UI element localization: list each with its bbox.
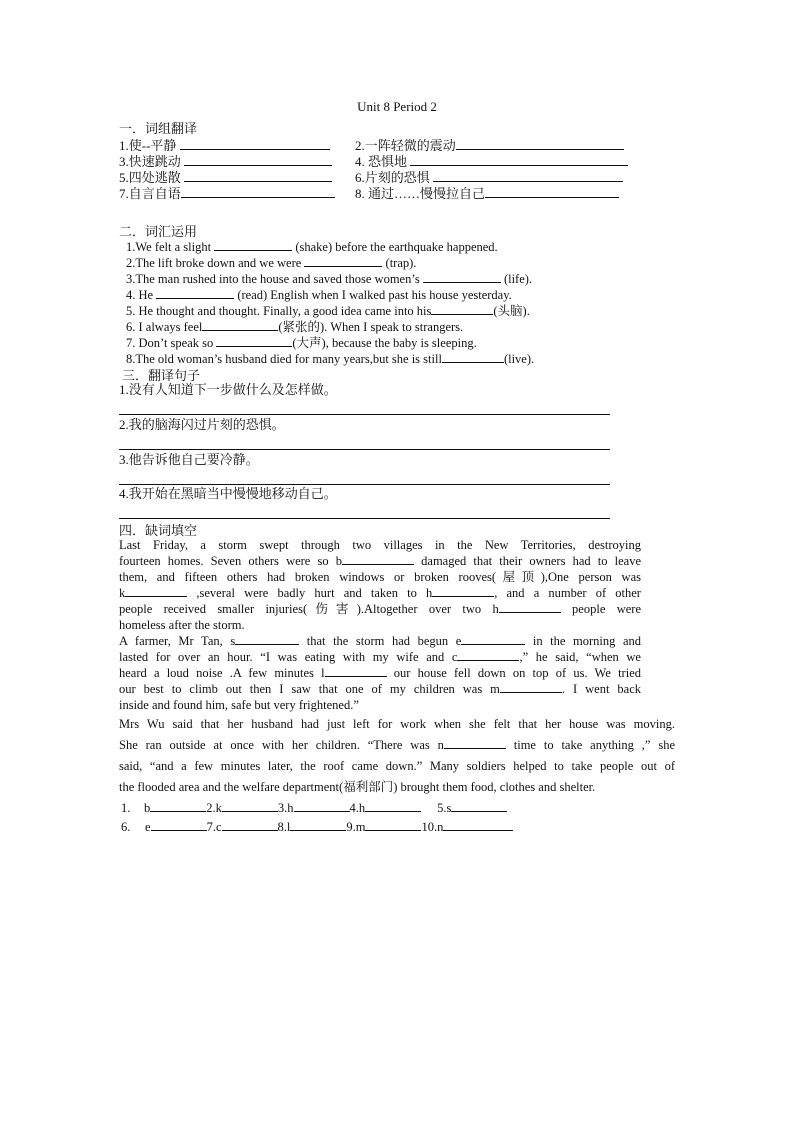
answer-blank[interactable] [216, 334, 292, 347]
cloze-blank[interactable] [325, 665, 387, 677]
vocab-item: 4. He (read) English when I walked past his house yesterday. [126, 288, 512, 302]
answer-blank[interactable] [451, 800, 507, 812]
answer-blank[interactable] [150, 800, 206, 812]
cloze-paragraph-3: Mrs Wu said that her husband had just left for work when she felt that her house was moving. She ran outside at once with her children. “There was n time to take anything ,” she said, “and a few minutes later, the roof came down.” Many soldiers helped to take people out of the flooded area and the welfare department(福利部门) brought them food, clothes and shelter. [119, 717, 675, 794]
answer-blank[interactable] [410, 153, 628, 166]
cloze-blank[interactable] [457, 649, 519, 661]
vocab-item: 7. Don’t speak so (大声), because the baby is sleeping. [126, 336, 477, 350]
answer-blank[interactable] [294, 800, 350, 812]
cloze-blank[interactable] [461, 633, 525, 645]
phrase-item: 1.使--平静 [119, 137, 330, 154]
answer-line[interactable] [119, 518, 610, 519]
answer-line[interactable] [119, 449, 610, 450]
answer-blank[interactable] [431, 302, 493, 315]
answer-blank[interactable] [423, 270, 501, 283]
answer-blank[interactable] [485, 185, 619, 198]
answer-blank[interactable] [181, 185, 335, 198]
answer-line[interactable] [119, 484, 610, 485]
cloze-blank[interactable] [499, 601, 561, 613]
cloze-blank[interactable] [444, 737, 506, 749]
cloze-paragraph-2: A farmer, Mr Tan, s that the storm had begun e in the morning and lasted for over an hour. “I was eating with my wife and c ,” he said, “when we heard a loud noise .A few minutes l our house fell down on top of us. We tried our best to climb out then I saw that one of my children was m . I went back inside and found him, safe but very frightened.” [119, 634, 642, 712]
phrase-item: 8. 通过……慢慢拉自己 [355, 185, 619, 202]
phrase-item: 7.自言自语 [119, 185, 335, 202]
translation-item: 1.没有人知道下一步做什么及怎样做。 [119, 382, 337, 397]
answer-blank[interactable] [222, 800, 278, 812]
cloze-blank[interactable] [235, 633, 299, 645]
phrase-item: 6.片刻的恐惧 [355, 169, 623, 186]
answer-blank[interactable] [184, 169, 332, 182]
cloze-blank[interactable] [500, 681, 562, 693]
answer-blank[interactable] [304, 254, 382, 267]
answer-blank[interactable] [443, 819, 513, 831]
answer-blank[interactable] [365, 800, 421, 812]
page-title: Unit 8 Period 2 [357, 99, 437, 114]
answer-blank[interactable] [456, 137, 624, 150]
answer-blank[interactable] [290, 819, 346, 831]
section3-heading: 三．翻译句子 [122, 368, 201, 383]
cloze-blank[interactable] [125, 585, 187, 597]
translation-item: 4.我开始在黑暗当中慢慢地移动自己。 [119, 486, 337, 501]
answer-blank[interactable] [184, 153, 332, 166]
translation-item: 3.他告诉他自己要冷静。 [119, 452, 259, 467]
vocab-item: 1.We felt a slight (shake) before the earthquake happened. [126, 240, 498, 254]
vocab-item: 6. I always feel (紧张的). When I speak to strangers. [126, 320, 464, 334]
vocab-item: 2.The lift broke down and we were (trap). [126, 256, 417, 270]
answer-blank[interactable] [202, 318, 278, 331]
cloze-blank[interactable] [432, 585, 494, 597]
vocab-item: 3.The man rushed into the house and saved those women’s (life). [126, 272, 533, 286]
vocab-item: 8.The old woman’s husband died for many years,but she is still (live). [126, 352, 535, 366]
answer-row-1: 1. b 2.k 3.h 4.h 5.s [121, 800, 507, 816]
answer-row-2: 6. e 7.c 8.l 9.m 10.n [121, 819, 513, 835]
phrase-item: 4. 恐惧地 [355, 153, 628, 170]
answer-blank[interactable] [365, 819, 421, 831]
translation-item: 2.我的脑海闪过片刻的恐惧。 [119, 417, 285, 432]
phrase-item: 3.快速跳动 [119, 153, 332, 170]
answer-blank[interactable] [433, 169, 623, 182]
answer-blank[interactable] [156, 286, 234, 299]
phrase-item: 2.一阵轻微的震动 [355, 137, 624, 154]
answer-blank[interactable] [442, 350, 504, 363]
phrase-item: 5.四处逃散 [119, 169, 332, 186]
answer-blank[interactable] [180, 137, 330, 150]
section1-heading: 一．词组翻译 [119, 121, 198, 136]
answer-blank[interactable] [222, 819, 278, 831]
section2-heading: 二．词汇运用 [119, 224, 198, 239]
cloze-paragraph-1: Last Friday, a storm swept through two villages in the New Territories, destroying fourteen homes. Seven others were so b damaged that their owners had to leave them, and fifteen others had broken windows or broken rooves(屋顶),One person was k ,several were badly hurt and taken to h , and a number of other people received smaller injuries(伤害).Altogether over two h people were homeless after the storm. [119, 538, 641, 632]
answer-blank[interactable] [151, 819, 207, 831]
cloze-blank[interactable] [342, 553, 414, 565]
section4-heading: 四．缺词填空 [119, 523, 198, 538]
answer-line[interactable] [119, 414, 610, 415]
vocab-item: 5. He thought and thought. Finally, a good idea came into his (头脑). [126, 304, 530, 318]
answer-blank[interactable] [214, 238, 292, 251]
